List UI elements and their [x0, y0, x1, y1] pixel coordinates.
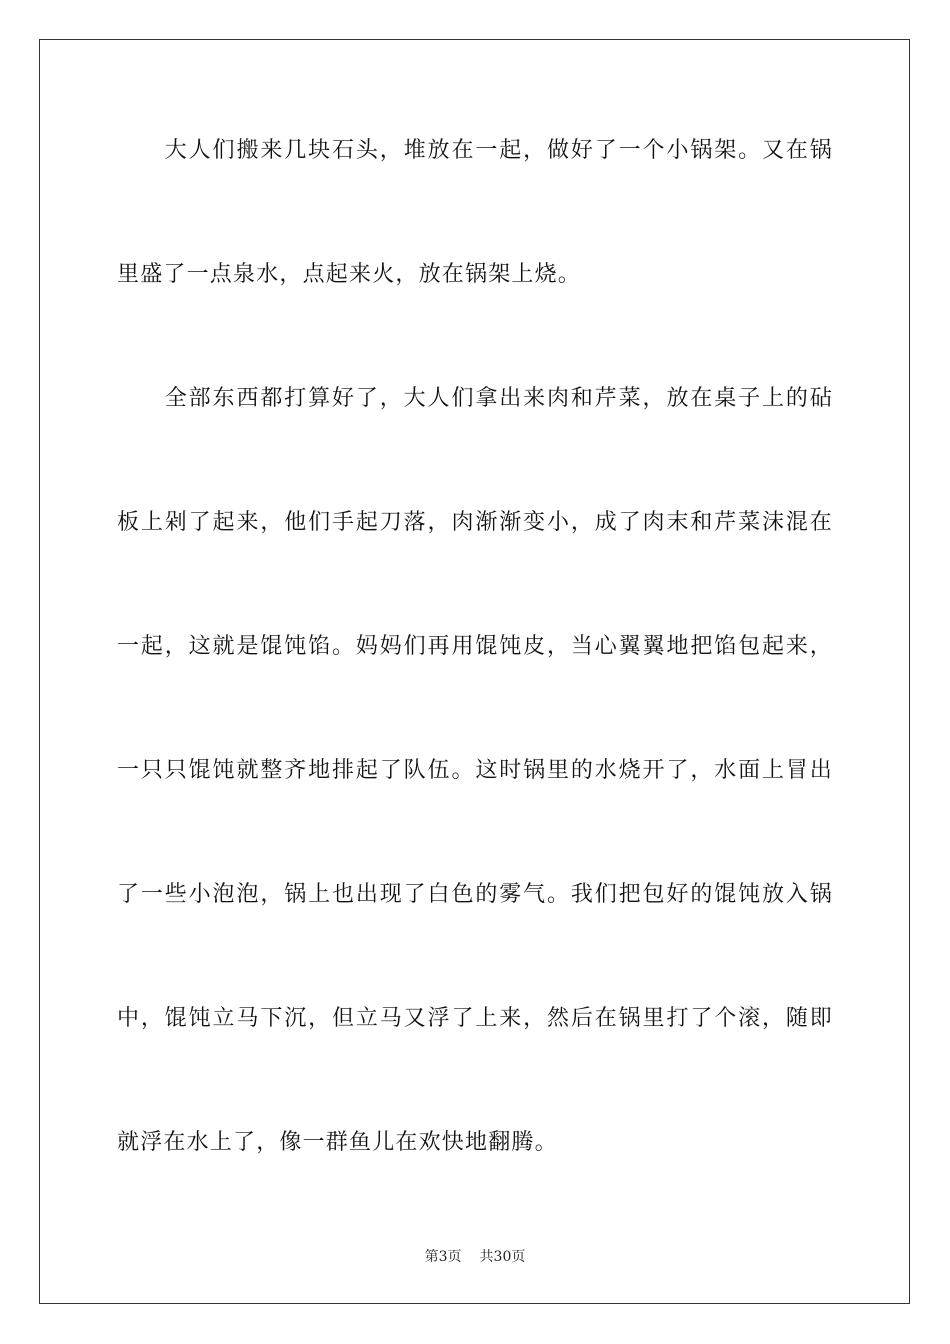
paragraph-line: 全部东西都打算好了，大人们拿出来肉和芹菜，放在桌子上的砧	[117, 386, 833, 411]
paragraph-line: 了一些小泡泡，锅上也出现了白色的雾气。我们把包好的馄饨放入锅	[117, 882, 833, 907]
page-number: 第3页	[424, 1249, 462, 1265]
paragraph-line: 就浮在水上了，像一群鱼儿在欢快地翻腾。	[117, 1130, 558, 1155]
page-footer	[0, 1248, 950, 1266]
paragraph-line: 一只只馄饨就整齐地排起了队伍。这时锅里的水烧开了，水面上冒出	[117, 758, 833, 783]
paragraph-line: 里盛了一点泉水，点起来火，放在锅架上烧。	[117, 262, 582, 287]
paragraph-line: 板上剁了起来，他们手起刀落，肉渐渐变小，成了肉末和芹菜沫混在	[117, 510, 833, 535]
paragraph-line: 中，馄饨立马下沉，但立马又浮了上来，然后在锅里打了个滚，随即	[117, 1006, 833, 1031]
paragraph-line: 一起，这就是馄饨馅。妈妈们再用馄饨皮，当心翼翼地把馅包起来，	[117, 634, 833, 659]
total-pages: 共30页	[479, 1249, 526, 1265]
page-border	[39, 39, 910, 1304]
paragraph-line: 大人们搬来几块石头，堆放在一起，做好了一个小锅架。又在锅	[117, 138, 833, 163]
